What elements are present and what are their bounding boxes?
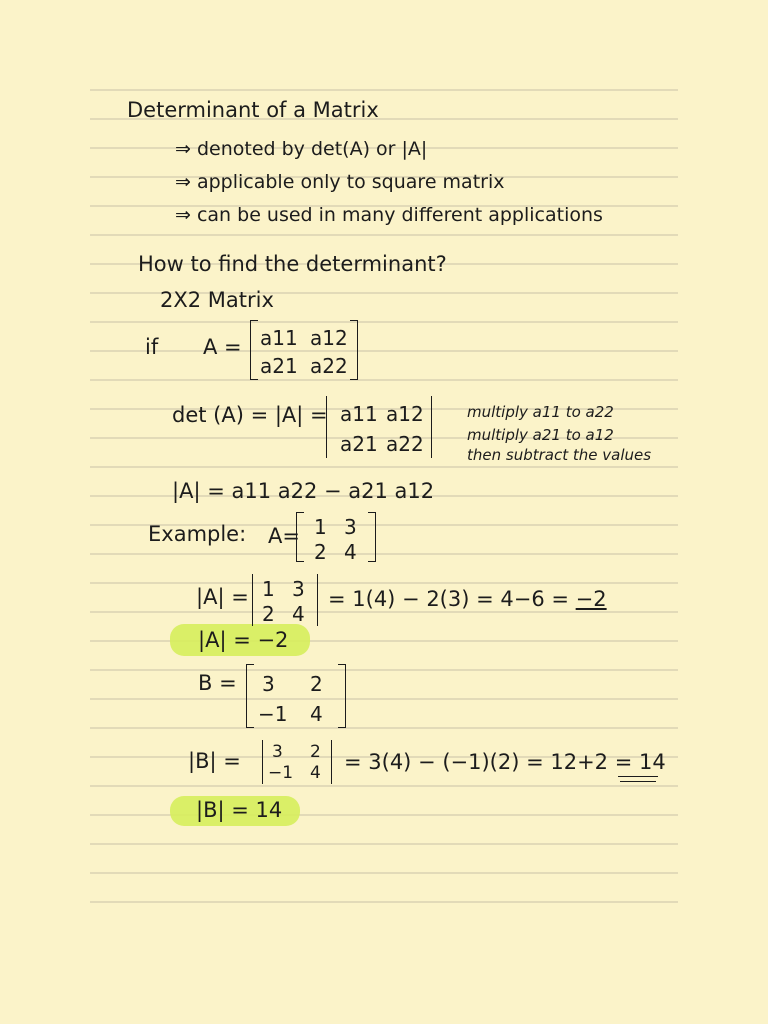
det-b-calc-text: = 3(4) − (−1)(2) = 12+2 =: [344, 750, 639, 774]
det-b-result-underline: [618, 776, 658, 777]
det-b-result-underline-2: [620, 781, 656, 782]
right-bar: [317, 574, 318, 626]
matrix-cell: −1: [258, 702, 288, 726]
det-b-label: |B| =: [188, 749, 241, 773]
determinant-general: [326, 396, 432, 458]
det-cell: a12: [386, 402, 424, 426]
det-cell: 4: [292, 602, 305, 626]
det-cell: 2: [310, 742, 321, 762]
det-cell: a21: [340, 432, 378, 456]
if-label: if: [145, 335, 159, 359]
right-bracket: [350, 320, 358, 380]
det-cell: 3: [272, 742, 283, 762]
det-cell: 1: [262, 577, 275, 601]
answer-b: |B| = 14: [196, 798, 283, 822]
matrix-cell: 4: [310, 702, 323, 726]
matrix-cell: 4: [344, 540, 357, 564]
matrix-cell: 2: [310, 672, 323, 696]
det-b-calculation: [344, 752, 666, 773]
det-a-result: −2: [575, 587, 607, 611]
left-bar: [252, 574, 253, 626]
page-title: Determinant of a Matrix: [127, 98, 379, 122]
det-cell: a22: [386, 432, 424, 456]
det-cell: −1: [268, 763, 294, 783]
det-a-calc-text: = 1(4) − 2(3) = 4−6 =: [328, 587, 576, 611]
matrix-a-general: [250, 320, 358, 380]
bullet-applicable: ⇒ applicable only to square matrix: [175, 171, 505, 193]
note-subtract: then subtract the values: [467, 446, 652, 464]
det-cell: 3: [292, 577, 305, 601]
matrix-a-example: [296, 512, 376, 562]
matrix-cell: a22: [310, 354, 348, 378]
matrix-cell: a21: [260, 354, 298, 378]
right-bracket: [338, 664, 346, 728]
subheading-2x2: 2X2 Matrix: [160, 288, 274, 312]
note-multiply-1: multiply a11 to a22: [467, 403, 614, 421]
question-heading: How to find the determinant?: [138, 252, 447, 276]
matrix-b-label: B =: [198, 671, 237, 695]
right-bar: [431, 396, 432, 458]
det-a-label: det (A) = |A| =: [172, 403, 328, 427]
formula: |A| = a11 a22 − a21 a12: [172, 479, 435, 503]
determinant-b: [262, 740, 332, 784]
left-bar: [326, 396, 327, 458]
left-bracket: [250, 320, 258, 380]
matrix-a-label: A =: [203, 335, 242, 359]
matrix-cell: 1: [314, 515, 327, 539]
bullet-denoted: ⇒ denoted by det(A) or |A|: [175, 138, 428, 160]
det-b-result: 14: [638, 750, 666, 774]
det-a-calculation: [328, 589, 607, 610]
det-a-example-label: |A| =: [196, 585, 249, 609]
matrix-cell: 3: [344, 515, 357, 539]
bullet-applications: ⇒ can be used in many different applications: [175, 204, 603, 226]
matrix-cell: a12: [310, 326, 348, 350]
left-bar: [262, 740, 263, 784]
determinant-a-example: [252, 574, 318, 626]
det-cell: 2: [262, 602, 275, 626]
det-cell: 4: [310, 763, 321, 783]
left-bracket: [246, 664, 254, 728]
matrix-cell: 3: [262, 672, 275, 696]
example-label: Example:: [148, 522, 247, 546]
matrix-cell: a11: [260, 326, 298, 350]
matrix-b: [246, 664, 346, 728]
answer-a: |A| = −2: [198, 628, 289, 652]
matrix-cell: 2: [314, 540, 327, 564]
det-cell: a11: [340, 402, 378, 426]
right-bracket: [368, 512, 376, 562]
right-bar: [331, 740, 332, 784]
note-multiply-2: multiply a21 to a12: [467, 426, 614, 444]
example-a-label: A=: [268, 524, 300, 548]
left-bracket: [296, 512, 304, 562]
